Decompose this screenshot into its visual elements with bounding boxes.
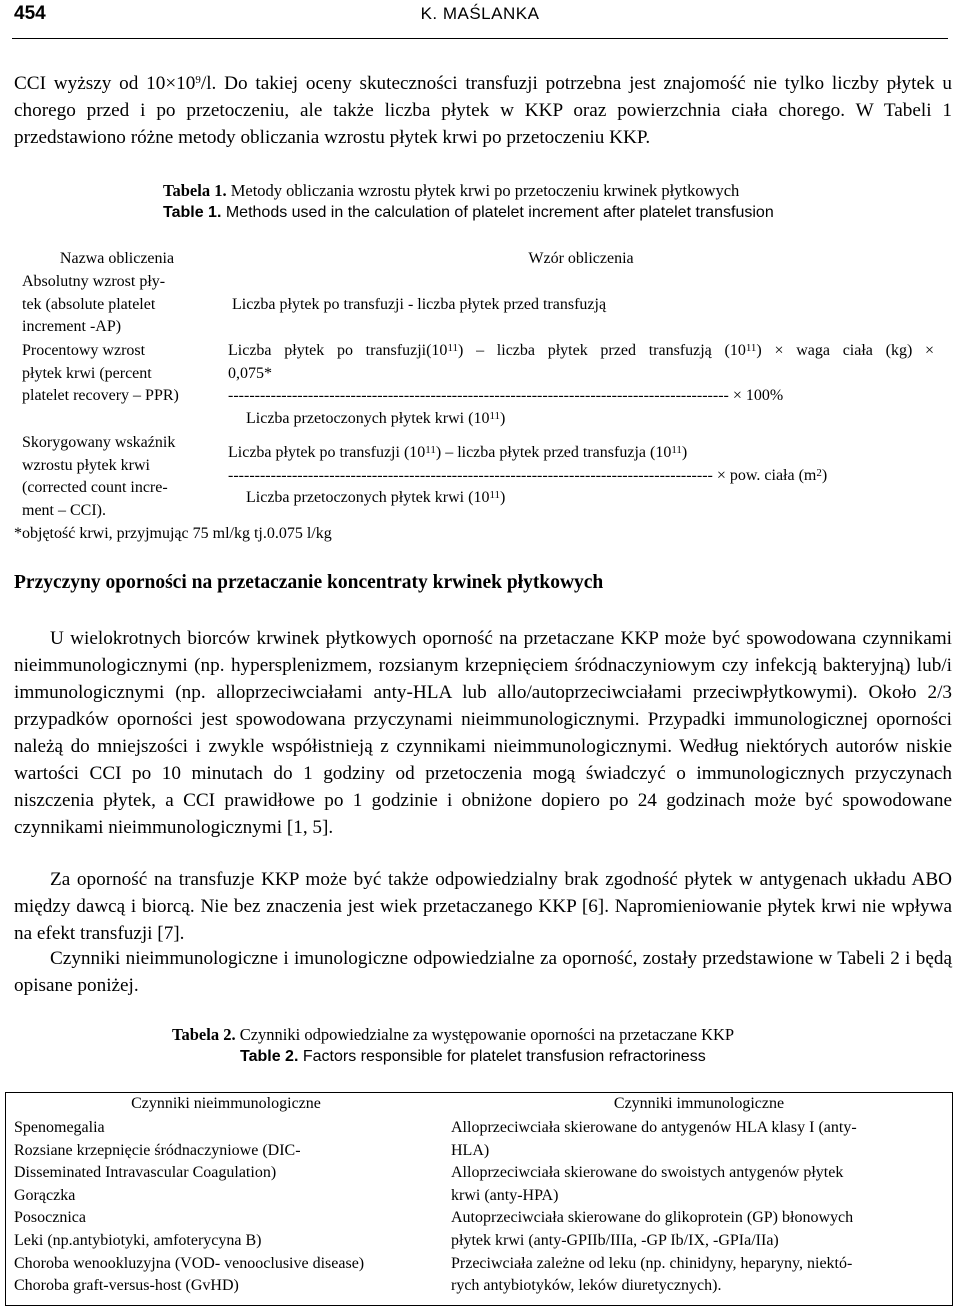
- section-paragraph-2: Za oporność na transfuzje KKP może być także odpowiedzialny brak zgodność płytek w antygenach układu ABO między dawcą i biorcą. Nie bez znaczenia jest wiek przetaczanego KKP [6]. Napromieniowanie płytek krwi nie wpływa na efekt transfuzji [7].: [14, 869, 952, 944]
- list-item: Posocznica: [14, 1209, 86, 1227]
- table1-footnote: *objętość krwi, przyjmując 75 ml/kg tj.0.075 l/kg: [14, 525, 332, 542]
- list-item: płytek krwi (anty-GPIIb/IIIa, -GP Ib/IX, -GPIa/IIa): [451, 1231, 779, 1249]
- table1-row-name: Absolutny wzrost pły- tek (absolute platelet increment -AP): [22, 273, 166, 335]
- list-item: Przeciwciała zależne od leku (np. chinidyny, heparyny, niektó-: [451, 1254, 853, 1272]
- list-item: Leki (np.antybiotyki, amfoterycyna B): [14, 1231, 262, 1249]
- table1-formula-cci: Liczba płytek po transfuzji $(10^{11})$ – liczba płytek przed transfuzja $(10^{11})$ ------------------------------------------------------------------------------------------- × pow. ciała $(m^2)$ Liczba przetoczonych płytek krwi $(10^{11})$: [228, 444, 828, 506]
- list-item: Alloprzeciwciała skierowane do antygenów HLA klasy I (anty-: [451, 1119, 857, 1136]
- list-item: Spenomegalia: [14, 1119, 105, 1136]
- table1-row-name: Procentowy wzrost płytek krwi (percent platelet recovery – PPR): [22, 342, 179, 404]
- table2: [5, 1092, 953, 1306]
- list-item: HLA): [451, 1141, 490, 1159]
- intro-paragraph: CCI wyższy od $10\times 10^9/l$. Do takiej oceny skuteczności transfuzji potrzebna jest znajomość nie tylko liczby płytek u chorego przed i po przetoczeniu, ale także liczba płytek w KKP oraz powierzchnia ciała chorego. W Tabeli 1 przedstawiono różne metody obliczania wzrostu płytek krwi po przetoczeniu KKP.: [14, 73, 952, 148]
- list-item: Gorączka: [14, 1186, 76, 1204]
- table1-header-name: Nazwa obliczenia: [59, 250, 175, 267]
- table1-caption-en: Table 1. Methods used in the calculation of platelet increment after platelet transfusion: [163, 204, 774, 221]
- list-item: Choroba graft-versus-host (GvHD): [14, 1277, 239, 1295]
- list-item: Choroba wenookluzyjna (VOD- venooclusive disease): [14, 1254, 365, 1272]
- table2-header-left: Czynniki nieimmunologiczne: [131, 1095, 321, 1112]
- table1-formula-ppr: Liczba płytek po $transfuzji(10^{11})$ – liczba płytek przed transfuzją $(10^{11})$ × waga ciała (kg) × 0,075* ---------------------------------------------------------------------------------------------- × 100% Liczba przetoczonych płytek krwi $(10^{11})$: [228, 342, 935, 427]
- list-item: Disseminated Intravascular Coagulation): [14, 1164, 277, 1182]
- table1-row-name: Skorygowany wskaźnik wzrostu płytek krwi (corrected count incre- ment – CCI).: [22, 434, 176, 519]
- header-rule: [12, 38, 948, 39]
- page-header: [12, 0, 948, 38]
- list-item: Autoprzeciwciała skierowane do glikoprotein (GP) błonowych: [451, 1209, 854, 1227]
- table2-col-right: [451, 1117, 946, 1298]
- table1-caption-pl: Tabela 1. Metody obliczania wzrostu płytek krwi po przetoczeniu krwinek płytkowych: [163, 181, 740, 200]
- table1-header-formula: Wzór obliczenia: [528, 250, 634, 267]
- list-item: rych antybiotyków, leków diuretycznych).: [451, 1277, 722, 1295]
- table1-formula-ap: Liczba płytek po transfuzji - liczba płytek przed transfuzją: [232, 296, 607, 313]
- section-paragraph-1: U wielokrotnych biorców krwinek płytkowych oporność na przetaczane KKP może być spowodowana czynnikami nieimmunologicznymi (np. hypersplenizmem, rozsianym krzepnięciem śródnaczyniowym czy infekcją bakteryjną) lub/i immunologicznymi (np. alloprzeciwciałami anty-HLA lub allo/autoprzeciwciałami przeciwpłytkowymi). Około 2/3 przypadków oporności jest spowodowana przyczynami nieimmunologicznymi. Przypadki immunologicznej oporności należą do mniejszości i zwykle współistnieją z czynnikami nieimmunologicznymi. Według niektórych autorów niskie wartości CCI po 10 minutach do 1 godziny od przetoczenia mogą świadczyć o immunologicznych przyczynach niszczenia płytek, a CCI prawidłowe po 1 godzinie i obniżone dopiero po 24 godzinach może być spowodowane czynnikami nieimmunologicznymi [1, 5].: [14, 628, 952, 838]
- table2-col-left: [14, 1117, 442, 1298]
- list-item: Rozsiane krzepnięcie śródnaczyniowe (DIC-: [14, 1141, 301, 1159]
- section-title: Przyczyny oporności na przetaczanie koncentraty krwinek płytkowych: [14, 572, 604, 593]
- list-item: krwi (anty-HPA): [451, 1186, 559, 1204]
- table2-caption-pl: Tabela 2. Czynniki odpowiedzialne za występowanie oporności na przetaczane KKP: [172, 1025, 735, 1044]
- table2-header-right: Czynniki immunologiczne: [613, 1095, 785, 1112]
- table2-caption-en: Table 2. Factors responsible for platelet transfusion refractoriness: [240, 1048, 706, 1065]
- running-head: K. MAŚLANKA: [420, 4, 540, 23]
- page-number: 454: [14, 3, 46, 24]
- section-paragraph-3: Czynniki nieimmunologiczne i imunologiczne odpowiedzialne za oporność, zostały przedstawione w Tabeli 2 i będą opisane poniżej.: [14, 948, 952, 996]
- list-item: Alloprzeciwciała skierowane do swoistych antygenów płytek: [451, 1164, 844, 1182]
